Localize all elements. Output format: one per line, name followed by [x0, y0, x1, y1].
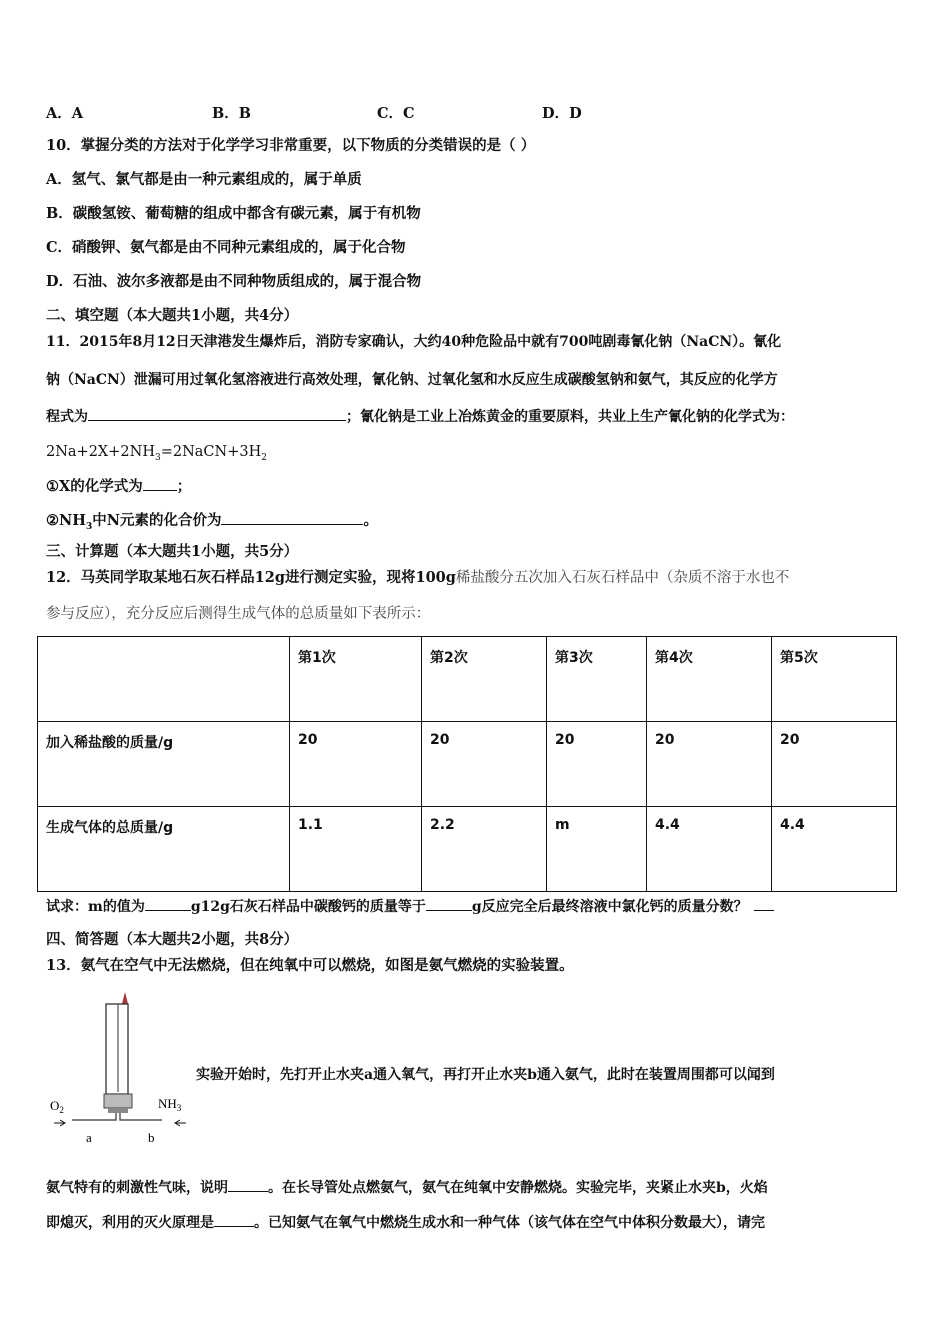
q13-line1-b: 。在长导管处点燃氨气，氨气在纯氧中安静燃烧。实验完毕，夹紧止水夹b，火焰 [268, 1180, 768, 1196]
table-cell: 2.2 [422, 807, 547, 892]
q12-ask-c: g反应完全后最终溶液中氯化钙的质量分数？ [471, 899, 748, 915]
q11-line3 [46, 406, 794, 427]
table-cell: 20 [422, 722, 547, 807]
valve-b-label: b [148, 1130, 155, 1145]
table-row [38, 722, 897, 807]
valve-a-label: a [86, 1130, 92, 1145]
q12-blank-caco3[interactable] [426, 896, 472, 911]
inlet-pipes [72, 1113, 162, 1120]
q11-equation-blank[interactable] [88, 406, 346, 421]
flame-icon [122, 992, 128, 1004]
q10-option-b: B．碳酸氢铵、葡萄糖的组成中都含有碳元素，属于有机物 [46, 205, 421, 222]
outer-tube [106, 1004, 128, 1094]
q11-line3-b: ；氰化钠是工业上冶炼黄金的重要原料，共业上生产氰化钠的化学式为： [346, 409, 794, 425]
table-header-cell: 第1次 [290, 637, 422, 722]
q11-sub2-sub: 3 [85, 521, 93, 532]
table-cell: 20 [547, 722, 647, 807]
table-cell: m [547, 807, 647, 892]
q12-line1-a: 12．马英同学取某地石灰石样品12g进行测定实验，现将100g [46, 569, 456, 586]
q11-equation [46, 442, 267, 468]
q12-blank-m[interactable] [145, 896, 191, 911]
ammonia-combustion-apparatus [40, 992, 200, 1152]
table-cell: 20 [772, 722, 897, 807]
table-header-cell [38, 637, 290, 722]
q13-side-text: 实验开始时，先打开止水夹a通入氧气，再打开止水夹b通入氨气，此时在装置周围都可以闻到 [196, 1067, 775, 1083]
q12-blank-fraction[interactable] [754, 896, 774, 911]
table-header-cell: 第2次 [422, 637, 547, 722]
gas-mass-table [37, 636, 897, 892]
section-4-heading: 四、简答题（本大题共2小题，共8分） [46, 931, 299, 948]
q10-stem: 10．掌握分类的方法对于化学学习非常重要，以下物质的分类错误的是（ ） [46, 137, 536, 154]
table-cell: 生成气体的总质量/g [38, 807, 290, 892]
table-header-cell: 第5次 [772, 637, 897, 722]
q13-line2-b: 。已知氨气在氧气中燃烧生成水和一种气体（该气体在空气中体积分数最大），请完 [254, 1215, 765, 1231]
table-header-row [38, 637, 897, 722]
table-cell: 4.4 [772, 807, 897, 892]
eq-part: =2NaCN+3H [160, 444, 262, 460]
q11-line3-a: 程式为 [46, 409, 88, 425]
q11-sub2-end: 。 [363, 512, 378, 529]
stopper-base [108, 1108, 128, 1113]
section-3-heading: 三、计算题（本大题共1小题，共5分） [46, 543, 299, 560]
q13-blank-2[interactable] [214, 1212, 254, 1227]
table-cell: 20 [290, 722, 422, 807]
eq-sub: 2 [261, 452, 267, 463]
section-2-heading: 二、填空题（本大题共1小题，共4分） [46, 307, 299, 324]
arrow-left-icon [175, 1120, 186, 1126]
q13-blank-1[interactable] [228, 1177, 268, 1192]
q11-sub1-blank[interactable] [143, 476, 177, 491]
q9-option-d: D．D [542, 105, 582, 122]
table-cell: 4.4 [647, 807, 772, 892]
q13-stem: 13．氨气在空气中无法燃烧，但在纯氧中可以燃烧，如图是氨气燃烧的实验装置。 [46, 957, 574, 974]
q11-line1: 11．2015年8月12日天津港发生爆炸后，消防专家确认，大约40种危险品中就有700吨剧毒氰化钠（NaCN）。氰化 [46, 334, 782, 350]
table-header-cell: 第4次 [647, 637, 772, 722]
q9-option-c: C．C [377, 105, 415, 122]
table-row [38, 807, 897, 892]
q13-line2-a: 即熄灭，利用的灭火原理是 [46, 1215, 214, 1231]
q9-option-a: A．A [46, 105, 84, 122]
q11-line2: 钠（NaCN）泄漏可用过氧化氢溶液进行高效处理，氰化钠、过氧化氢和水反应生成碳酸氢钠和氨气，其反应的化学方 [46, 372, 778, 388]
q11-sub1 [46, 476, 191, 497]
q12-line2: 参与反应），充分反应后测得生成气体的总质量如下表所示： [46, 606, 431, 622]
arrow-right-icon [54, 1120, 65, 1126]
table-header-cell: 第3次 [547, 637, 647, 722]
q10-option-a: A．氢气、氯气都是由一种元素组成的，属于单质 [46, 171, 362, 188]
q13-line1 [46, 1177, 768, 1198]
q12-line1-b: 稀盐酸分五次加入石灰石样品中（杂质不溶于水也不 [455, 570, 790, 586]
stopper [104, 1094, 132, 1108]
q11-sub2 [46, 510, 378, 537]
q11-sub2-blank[interactable] [221, 510, 363, 525]
q10-option-c: C．硝酸钾、氨气都是由不同种元素组成的，属于化合物 [46, 239, 406, 256]
q11-sub1-end: ； [176, 478, 192, 495]
table-cell: 1.1 [290, 807, 422, 892]
table-cell: 加入稀盐酸的质量/g [38, 722, 290, 807]
q9-option-b: B．B [212, 105, 252, 122]
q12-ask-b: g12g石灰石样品中碳酸钙的质量等于 [190, 899, 426, 915]
eq-sub: 3 [154, 452, 161, 463]
q11-sub1-text: ①X的化学式为 [46, 478, 143, 495]
q10-option-d: D．石油、波尔多液都是由不同种物质组成的，属于混合物 [46, 273, 422, 290]
table-cell: 20 [647, 722, 772, 807]
q11-sub2-text: ②NH [46, 512, 86, 529]
q13-line2 [46, 1212, 765, 1233]
o2-label: $O_2$ [50, 1098, 64, 1115]
eq-part: 2Na+2X+2NH [46, 444, 155, 460]
nh3-label: $NH_3$ [158, 1096, 182, 1113]
q11-sub2-text2: 中N元素的化合价为 [92, 512, 222, 529]
q12-ask-a: 试求：m的值为 [46, 899, 145, 915]
q12-line1 [46, 568, 789, 588]
q13-line1-a: 氨气特有的刺激性气味，说明 [46, 1180, 228, 1196]
q12-ask [46, 896, 774, 917]
